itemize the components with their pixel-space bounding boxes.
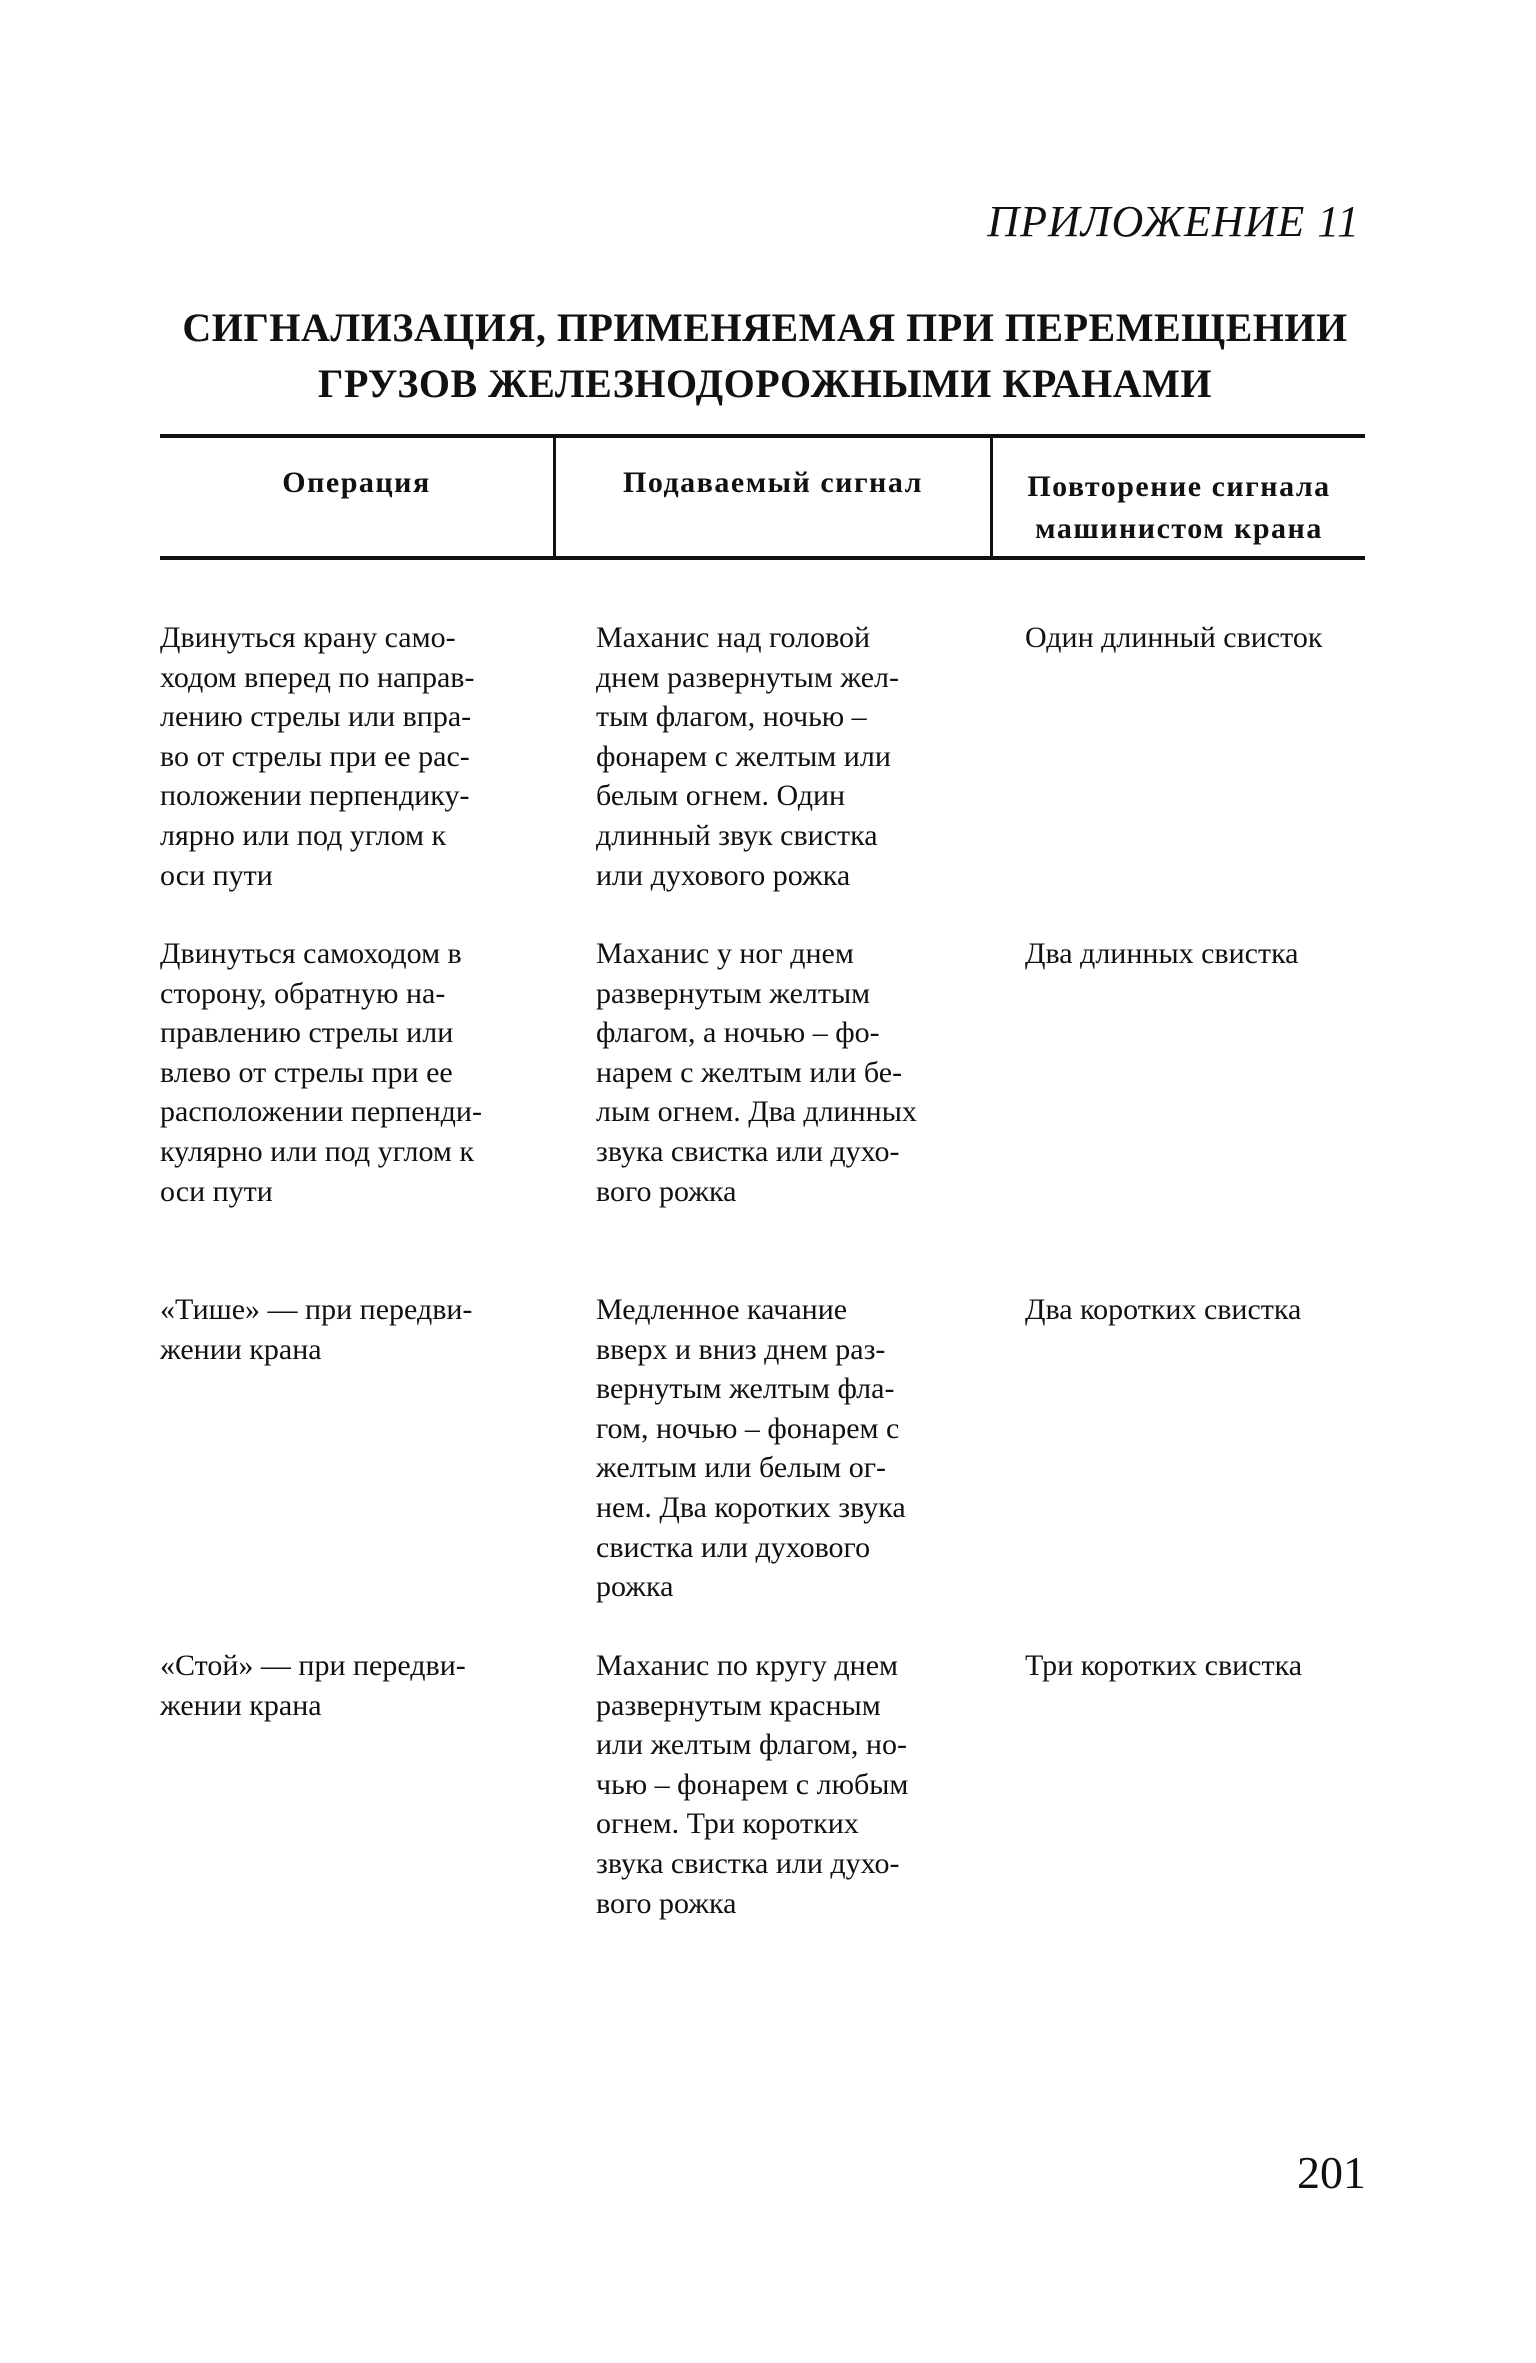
document-title — [160, 300, 1370, 412]
signals-table — [160, 434, 1365, 1920]
repeat-cell: Два длинных свистка — [1025, 937, 1299, 970]
repeat-cell: Два коротких свистка — [1025, 1293, 1302, 1326]
title-line-2: ГРУЗОВ ЖЕЛЕЗНОДОРОЖНЫМИ КРАНАМИ — [318, 361, 1212, 406]
page-number: 201 — [1297, 2147, 1366, 2198]
signal-cell: Медленное качание вверх и вниз днем раз- вернутым желтым фла- гом, ночью – фонарем с желтым или белым ог- нем. Два коротких звука свистка или духового рожка — [596, 1293, 906, 1604]
signal-cell: Маханис по кругу днем развернутым красным или желтым флагом, но- чью – фонарем с любым огнем. Три коротких звука свистка или духо- вого рожка — [596, 1649, 909, 1920]
header-operation: Операция — [282, 466, 431, 499]
table-header — [160, 434, 1365, 560]
repeat-cell: Три коротких свистка — [1025, 1649, 1303, 1682]
repeat-cell: Один длинный свисток — [1025, 621, 1323, 654]
operation-cell: Двинуться крану само- ходом вперед по направ- лению стрелы или впра- во от стрелы при ее рас- положении перпендику- лярно или под углом к оси пути — [160, 621, 475, 892]
signal-cell: Маханис над головой днем развернутым жел- тым флагом, ночью – фонарем с желтым или белым огнем. Один длинный звук свистка или духового рожка — [596, 621, 900, 892]
header-signal: Подаваемый сигнал — [553, 438, 990, 556]
operation-cell: Двинуться самоходом в сторону, обратную на- правлению стрелы или влево от стрелы при ее расположении перпенди- кулярно или под углом к оси пути — [160, 937, 482, 1208]
header-repeat: Повторение сигнала машинистом крана — [990, 438, 1365, 556]
operation-cell: «Тише» — при передви- жении крана — [160, 1293, 473, 1366]
appendix-label: ПРИЛОЖЕНИЕ 11 — [987, 197, 1360, 246]
signal-cell: Маханис у ног днем развернутым желтым флагом, а ночью – фо- нарем с желтым или бе- лым огнем. Два длинных звука свистка или духо- вого рожка — [596, 937, 917, 1208]
operation-cell: «Стой» — при передви- жении крана — [160, 1649, 466, 1722]
title-line-1: СИГНАЛИЗАЦИЯ, ПРИМЕНЯЕМАЯ ПРИ ПЕРЕМЕЩЕНИИ — [182, 305, 1348, 350]
